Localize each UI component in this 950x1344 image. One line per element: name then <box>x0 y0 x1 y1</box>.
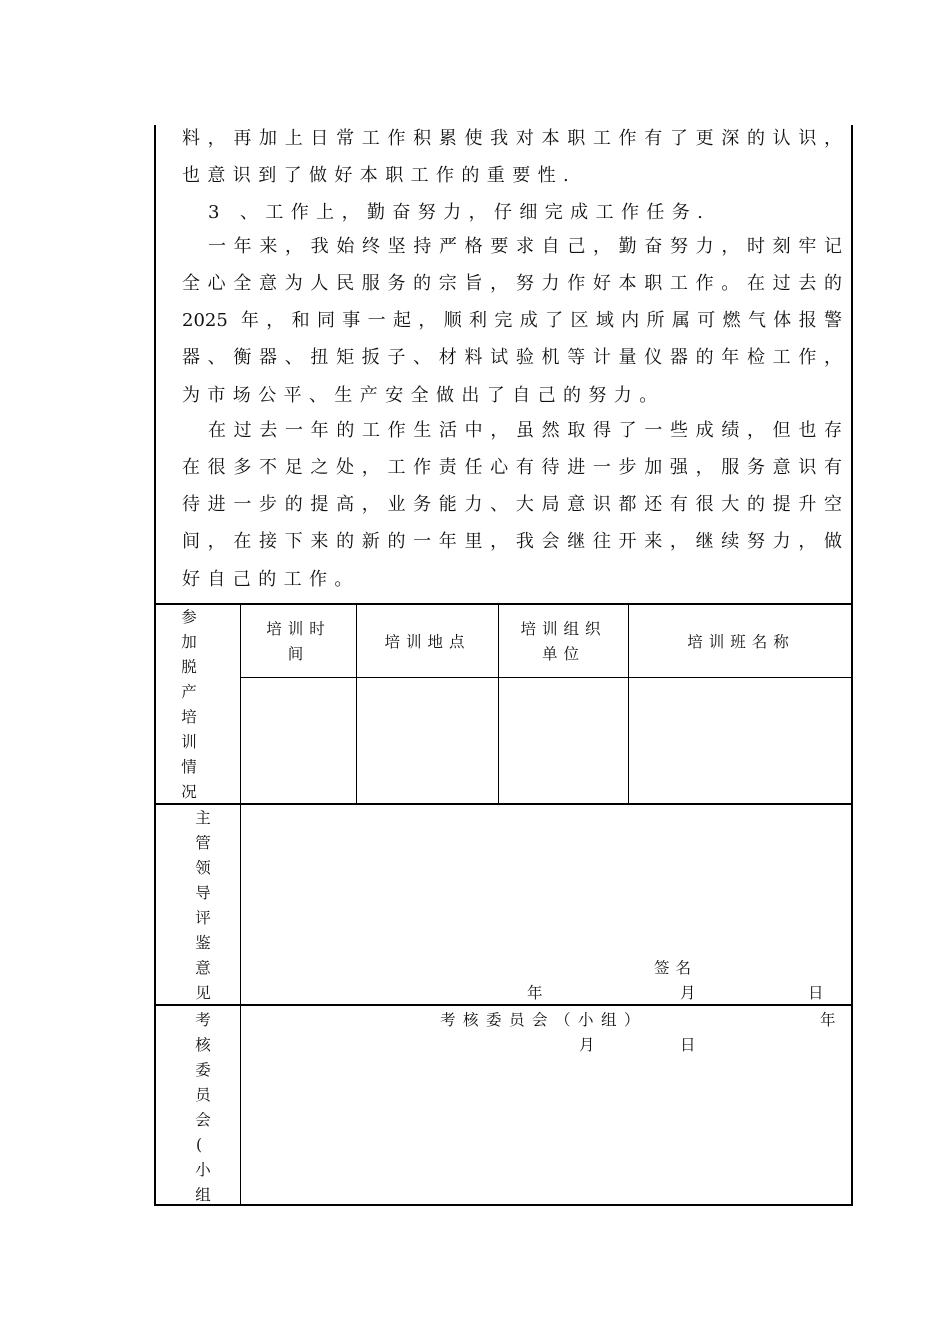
committee-label-char: 小 <box>195 1161 211 1179</box>
label-column-divider <box>240 603 241 1205</box>
col-training-place: 培训地点 <box>384 633 471 651</box>
col-training-org-line2: 单位 <box>541 645 585 663</box>
body-line-6: 2025 年，和同事一起，顺利完成了区域内所属可燃气体报警 <box>182 310 842 331</box>
training-label-char: 加 <box>181 633 197 651</box>
committee-label-char: 员 <box>195 1086 211 1104</box>
training-label-char: 产 <box>181 683 197 701</box>
committee-label-char: 核 <box>195 1036 211 1054</box>
supervisor-label-char: 鉴 <box>195 934 211 952</box>
col-training-time-line2: 间 <box>287 645 310 663</box>
committee-label-char: 委 <box>195 1061 211 1079</box>
committee-label-char: 会 <box>195 1111 211 1129</box>
supervisor-label-char: 管 <box>195 834 211 852</box>
committee-day: 日 <box>680 1036 696 1054</box>
body-line-10: 在很多不足之处，工作责任心有待进一步加强，服务意识有 <box>182 457 842 478</box>
training-label-char: 参 <box>181 608 197 626</box>
body-line-3: 3 、工作上，勤奋努力，仔细完成工作任务. <box>208 202 711 223</box>
supervisor-day: 日 <box>808 984 824 1002</box>
committee-title: 考核委员会（小组） <box>440 1011 648 1029</box>
col-training-time-line1: 培训时 <box>266 620 331 638</box>
supervisor-label-char: 领 <box>195 859 211 877</box>
col-training-class-name: 培训班名称 <box>687 633 795 651</box>
body-line-13: 好自己的工作。 <box>182 569 360 590</box>
training-label-char: 脱 <box>181 658 197 676</box>
body-line-4: 一年来，我始终坚持严格要求自己，勤奋努力，时刻牢记 <box>208 236 842 257</box>
supervisor-month: 月 <box>680 984 696 1002</box>
body-line-9: 在过去一年的工作生活中，虽然取得了一些成绩，但也存 <box>208 420 842 441</box>
supervisor-label-char: 导 <box>195 884 211 902</box>
body-line-2: 也意识到了做好本职工作的重要性. <box>182 165 577 186</box>
committee-label-char: ( <box>195 1136 203 1154</box>
body-line-5: 全心全意为人民服务的宗旨，努力作好本职工作。在过去的 <box>182 273 842 294</box>
committee-label-char: 组 <box>195 1186 211 1204</box>
row-divider-supervisor <box>154 803 853 805</box>
supervisor-sign-label: 签名 <box>654 959 698 977</box>
supervisor-label-char: 意 <box>195 959 211 977</box>
training-label-char: 培 <box>181 708 197 726</box>
body-line-8: 为市场公平、生产安全做出了自己的努力。 <box>182 385 665 406</box>
training-label-char: 训 <box>181 733 197 751</box>
body-line-7: 器、衡器、扭矩扳子、材料试验机等计量仪器的年检工作， <box>182 347 842 368</box>
supervisor-label-char: 主 <box>195 809 211 827</box>
training-header-divider <box>240 677 853 678</box>
committee-label-char: 考 <box>195 1011 211 1029</box>
committee-year: 年 <box>820 1011 836 1029</box>
body-line-1: 料，再加上日常工作积累使我对本职工作有了更深的认识， <box>182 128 842 149</box>
supervisor-label-char: 评 <box>195 909 211 927</box>
col-training-org-line1: 培训组织 <box>520 620 607 638</box>
committee-month: 月 <box>579 1036 595 1054</box>
body-line-11: 待进一步的提高，业务能力、大局意识都还有很大的提升空 <box>182 494 842 515</box>
training-label-char: 况 <box>181 783 197 801</box>
training-label-char: 情 <box>181 758 197 776</box>
supervisor-label-char: 见 <box>195 984 211 1002</box>
supervisor-year: 年 <box>527 984 543 1002</box>
row-divider-training <box>154 603 853 605</box>
body-line-12: 间，在接下来的新的一年里，我会继往开来，继续努力，做 <box>182 531 842 552</box>
row-divider-committee <box>154 1004 853 1006</box>
